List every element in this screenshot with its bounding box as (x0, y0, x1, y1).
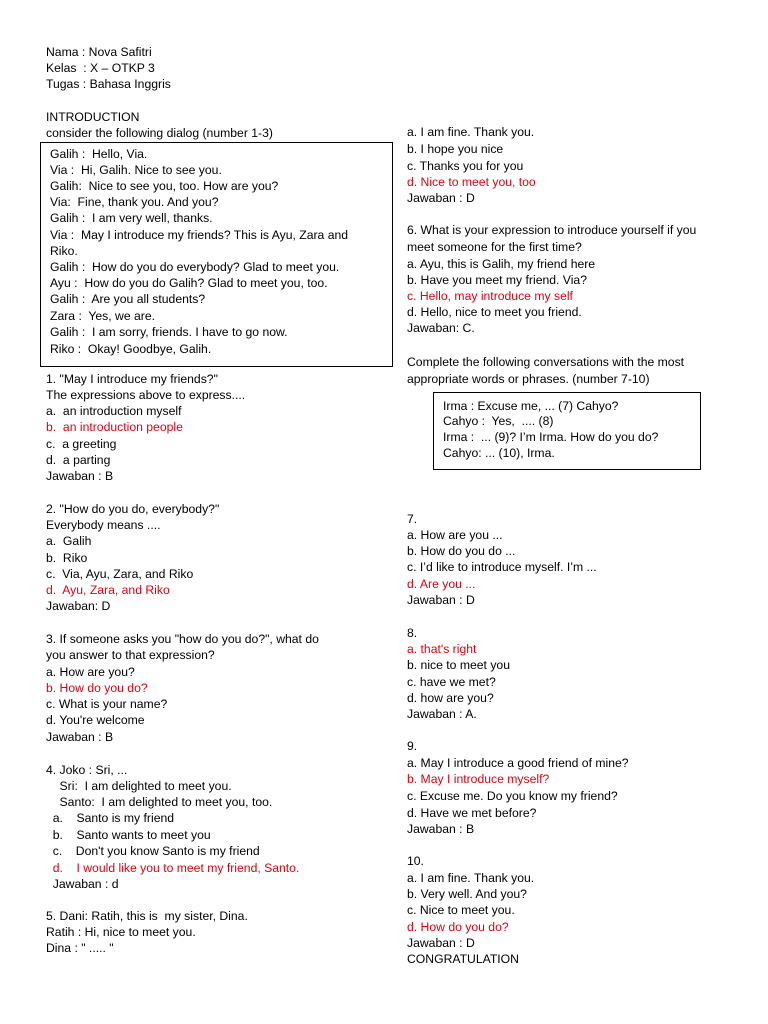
student-name: Nama : Nova Safitri (46, 45, 152, 59)
option: b. nice to meet you (407, 658, 510, 672)
question-5-text: Dina : " ..... " (46, 941, 114, 955)
answer-key: Jawaban : A. (407, 707, 477, 721)
section-title: INTRODUCTION (46, 110, 140, 124)
correct-option: b. an introduction people (46, 420, 183, 434)
option: a. Santo is my friend (46, 811, 175, 825)
option: d. how are you? (407, 691, 494, 705)
dialog-instruction: consider the following dialog (number 1-3) (46, 126, 273, 140)
dialog-line: Riko : Okay! Goodbye, Galih. (50, 342, 212, 356)
closing-text: CONGRATULATION (407, 952, 519, 966)
dialog-line: Galih: Nice to see you, too. How are you? (50, 179, 279, 193)
option: d. a parting (46, 453, 111, 467)
question-4-text: Sri: I am delighted to meet you. (46, 779, 232, 793)
conversation-line: Cahyo : Yes, .... (8) (443, 414, 554, 428)
correct-option: a. that's right (407, 642, 477, 656)
question-8: 8. (407, 626, 418, 640)
answer-key: Jawaban : d (46, 877, 119, 891)
answer-key: Jawaban : B (46, 469, 114, 483)
question-4: 4. Joko : Sri, ... (46, 763, 128, 777)
answer-key: Jawaban : B (407, 822, 475, 836)
option: a. May I introduce a good friend of mine? (407, 756, 629, 770)
section-instruction: appropriate words or phrases. (number 7-10) (407, 372, 650, 386)
answer-key: Jawaban: C. (407, 321, 475, 335)
question-4-text: Santo: I am delighted to meet you, too. (46, 795, 273, 809)
dialog-line: Ayu : How do you do Galih? Glad to meet you, too. (50, 276, 328, 290)
option: d. You're welcome (46, 713, 145, 727)
option: a. Galih (46, 534, 92, 548)
option: b. How do you do ... (407, 544, 516, 558)
question-9: 9. (407, 739, 418, 753)
option: c. have we met? (407, 675, 496, 689)
dialog-line: Riko. (50, 244, 78, 258)
answer-key: Jawaban : D (407, 593, 475, 607)
correct-option: d. Are you ... (407, 577, 476, 591)
option: b. Riko (46, 551, 88, 565)
question-7: 7. (407, 512, 418, 526)
option: c. Thanks you for you (407, 159, 524, 173)
option: c. Don't you know Santo is my friend (46, 844, 260, 858)
option: b. Have you meet my friend. Via? (407, 273, 587, 287)
option: b. Very well. And you? (407, 887, 527, 901)
option: b. Santo wants to meet you (46, 828, 211, 842)
dialog-line: Galih : Hello, Via. (50, 147, 148, 161)
dialog-line: Via : May I introduce my friends? This is Ayu, Zara and (50, 228, 349, 242)
question-10: 10. (407, 854, 424, 868)
conversation-line: Irma : Excuse me, ... (7) Cahyo? (443, 399, 619, 413)
correct-option: d. I would like you to meet my friend, Santo. (46, 861, 300, 875)
question-1-text: The expressions above to express.... (46, 388, 246, 402)
option: a. an introduction myself (46, 404, 182, 418)
option: c. Nice to meet you. (407, 903, 515, 917)
option: c. Via, Ayu, Zara, and Riko (46, 567, 194, 581)
option: c. I’d like to introduce myself. I’m ... (407, 560, 597, 574)
question-1: 1. "May I introduce my friends?" (46, 372, 218, 386)
conversation-line: Irma : ... (9)? I’m Irma. How do you do? (443, 430, 659, 444)
question-2: 2. "How do you do, everybody?" (46, 502, 220, 516)
dialog-line: Galih : Are you all students? (50, 292, 206, 306)
correct-option: d. How do you do? (407, 920, 509, 934)
assignment-subject: Tugas : Bahasa Inggris (46, 77, 171, 91)
question-6: 6. What is your expression to introduce yourself if you (407, 223, 697, 237)
question-3: 3. If someone asks you "how do you do?", what do (46, 632, 319, 646)
option: d. Have we met before? (407, 806, 537, 820)
question-6-text: meet someone for the first time? (407, 240, 582, 254)
dialog-line: Galih : How do you do everybody? Glad to meet you. (50, 260, 340, 274)
dialog-line: Via: Fine, thank you. And you? (50, 195, 219, 209)
option: a. How are you ... (407, 528, 503, 542)
question-3-text: you answer to that expression? (46, 648, 215, 662)
correct-option: c. Hello, may introduce my self (407, 289, 573, 303)
question-5-text: Ratih : Hi, nice to meet you. (46, 925, 196, 939)
student-class: Kelas : X – OTKP 3 (46, 61, 155, 75)
answer-key: Jawaban : D (407, 936, 475, 950)
dialog-line: Galih : I am very well, thanks. (50, 211, 213, 225)
dialog-line: Galih : I am sorry, friends. I have to go now. (50, 325, 288, 339)
correct-option: b. How do you do? (46, 681, 148, 695)
option: a. How are you? (46, 665, 135, 679)
option: d. Hello, nice to meet you friend. (407, 305, 582, 319)
correct-option: b. May I introduce myself? (407, 772, 550, 786)
dialog-line: Via : Hi, Galih. Nice to see you. (50, 163, 222, 177)
correct-option: d. Nice to meet you, too (407, 175, 536, 189)
option: a. Ayu, this is Galih, my friend here (407, 257, 596, 271)
option: a. I am fine. Thank you. (407, 871, 535, 885)
option: c. What is your name? (46, 697, 168, 711)
answer-key: Jawaban: D (46, 599, 111, 613)
answer-key: Jawaban : B (46, 730, 114, 744)
section-instruction: Complete the following conversations with the most (407, 355, 685, 369)
option: b. I hope you nice (407, 142, 504, 156)
question-2-text: Everybody means .... (46, 518, 161, 532)
option: c. Excuse me. Do you know my friend? (407, 789, 618, 803)
question-5: 5. Dani: Ratih, this is my sister, Dina. (46, 909, 248, 923)
option: c. a greeting (46, 437, 117, 451)
answer-key: Jawaban : D (407, 191, 475, 205)
correct-option: d. Ayu, Zara, and Riko (46, 583, 170, 597)
dialog-line: Zara : Yes, we are. (50, 309, 156, 323)
option: a. I am fine. Thank you. (407, 125, 535, 139)
conversation-line: Cahyo: ... (10), Irma. (443, 446, 555, 460)
